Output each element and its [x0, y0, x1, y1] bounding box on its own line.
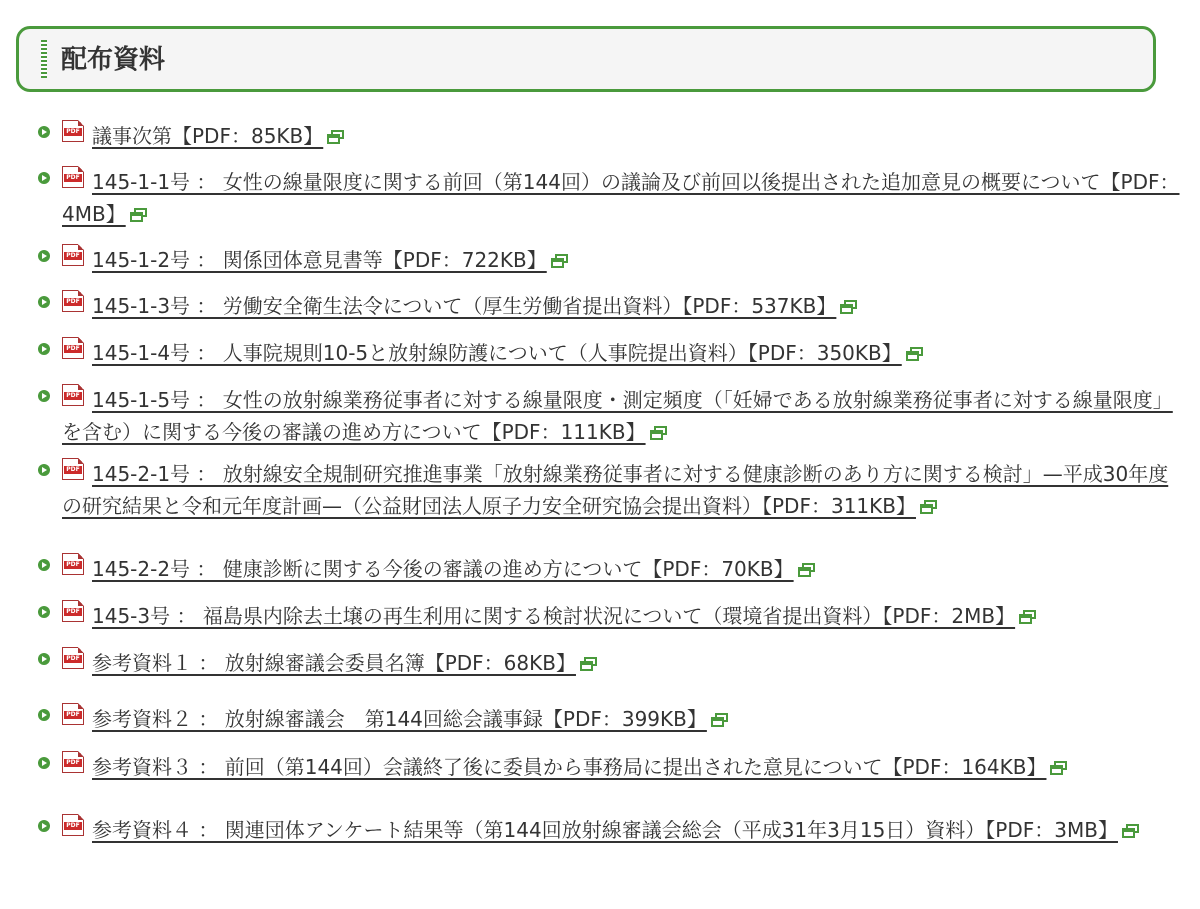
- circle-arrow-icon: [38, 296, 50, 308]
- new-window-icon: [1122, 824, 1140, 838]
- pdf-icon: PDF: [62, 751, 84, 773]
- new-window-icon: [798, 563, 816, 577]
- circle-arrow-icon: [38, 757, 50, 769]
- pdf-icon: PDF: [62, 166, 84, 188]
- document-link[interactable]: 145-1-2号 ： 関係団体意見書等【PDF：722KB】: [62, 244, 1188, 276]
- pdf-icon: PDF: [62, 458, 84, 480]
- new-window-icon: [906, 347, 924, 361]
- circle-arrow-icon: [38, 126, 50, 138]
- document-link[interactable]: 145-1-1号 ： 女性の線量限度に関する前回（第144回）の議論及び前回以後提出された追加意見の概要について【PDF：4MB】: [62, 170, 1180, 226]
- list-item: [38, 647, 1188, 679]
- new-window-icon: [130, 208, 148, 222]
- new-window-icon: [327, 130, 345, 144]
- pdf-icon: PDF: [62, 600, 84, 622]
- document-link[interactable]: 145-1-4号 ： 人事院規則10-5と放射線防護について（人事院提出資料）【PDF：350KB】: [62, 337, 1188, 369]
- list-item: [38, 337, 1188, 369]
- list-item: [38, 600, 1188, 632]
- document-link[interactable]: 145-3号 ： 福島県内除去土壌の再生利用に関する検討状況について（環境省提出資料）【PDF：2MB】: [62, 600, 1188, 632]
- document-link[interactable]: 145-2-2号 ： 健康診断に関する今後の審議の進め方について【PDF：70KB】: [62, 553, 1188, 585]
- pdf-icon: PDF: [62, 647, 84, 669]
- heading-bar-decoration: [41, 40, 47, 78]
- document-link[interactable]: 参考資料１ ： 放射線審議会委員名簿【PDF：68KB】: [62, 647, 1188, 679]
- new-window-icon: [1050, 761, 1068, 775]
- circle-arrow-icon: [38, 820, 50, 832]
- list-item: [38, 290, 1188, 322]
- list-item: [38, 458, 1188, 522]
- new-window-icon: [711, 713, 729, 727]
- list-item: [38, 751, 1188, 783]
- circle-arrow-icon: [38, 172, 50, 184]
- document-link[interactable]: 145-1-5号 ： 女性の放射線業務従事者に対する線量限度・測定頻度（「妊婦である放射線業務従事者に対する線量限度」を含む）に関する今後の審議の進め方について【PDF：111KB】: [62, 388, 1173, 444]
- document-link[interactable]: 議事次第【PDF：85KB】: [62, 120, 1188, 152]
- new-window-icon: [920, 500, 938, 514]
- list-item: [38, 120, 1188, 152]
- circle-arrow-icon: [38, 606, 50, 618]
- circle-arrow-icon: [38, 390, 50, 402]
- list-item: [38, 814, 1188, 846]
- circle-arrow-icon: [38, 464, 50, 476]
- new-window-icon: [580, 657, 598, 671]
- section-heading: [16, 26, 1156, 92]
- pdf-icon: PDF: [62, 814, 84, 836]
- document-link[interactable]: 145-1-3号 ： 労働安全衛生法令について（厚生労働省提出資料）【PDF：537KB】: [62, 290, 1188, 322]
- new-window-icon: [551, 254, 569, 268]
- section-title: 配布資料: [61, 45, 166, 75]
- circle-arrow-icon: [38, 709, 50, 721]
- list-item: [38, 244, 1188, 276]
- circle-arrow-icon: [38, 653, 50, 665]
- new-window-icon: [1019, 610, 1037, 624]
- pdf-icon: PDF: [62, 703, 84, 725]
- pdf-icon: PDF: [62, 290, 84, 312]
- list-item: [38, 553, 1188, 585]
- list-item: [38, 703, 1188, 735]
- pdf-icon: PDF: [62, 244, 84, 266]
- document-link[interactable]: 参考資料２ ： 放射線審議会 第144回総会議事録【PDF：399KB】: [62, 703, 1188, 735]
- new-window-icon: [650, 426, 668, 440]
- pdf-icon: PDF: [62, 384, 84, 406]
- list-item: [38, 384, 1188, 448]
- pdf-icon: PDF: [62, 553, 84, 575]
- pdf-icon: PDF: [62, 120, 84, 142]
- document-link[interactable]: 145-2-1号 ： 放射線安全規制研究推進事業「放射線業務従事者に対する健康診断のあり方に関する検討」—平成30年度の研究結果と令和元年度計画—（公益財団法人原子力安全研究協会提出資料）【PDF：311KB】: [62, 462, 1169, 518]
- circle-arrow-icon: [38, 343, 50, 355]
- document-link[interactable]: 参考資料４ ： 関連団体アンケート結果等（第144回放射線審議会総会（平成31年3月15日）資料）【PDF：3MB】: [62, 814, 1188, 846]
- pdf-icon: PDF: [62, 337, 84, 359]
- new-window-icon: [840, 300, 858, 314]
- list-item: [38, 166, 1188, 230]
- circle-arrow-icon: [38, 559, 50, 571]
- circle-arrow-icon: [38, 250, 50, 262]
- document-link[interactable]: 参考資料３ ： 前回（第144回）会議終了後に委員から事務局に提出された意見について【PDF：164KB】: [62, 751, 1188, 783]
